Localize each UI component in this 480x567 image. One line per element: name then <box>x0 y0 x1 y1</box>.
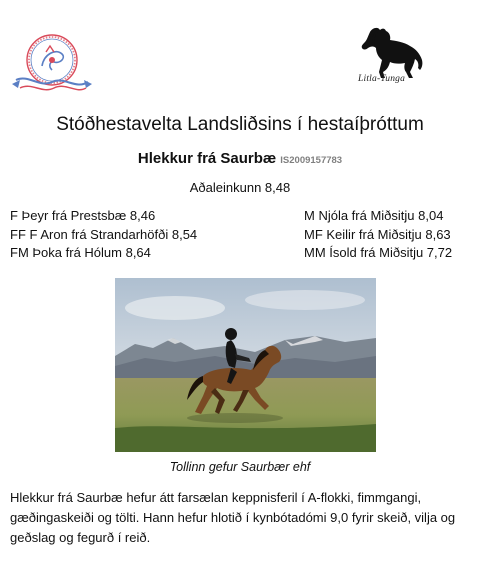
horse-name: Hlekkur frá Saurbæ <box>137 150 277 167</box>
horse-silhouette-logo-icon <box>352 24 428 96</box>
pedigree-dam-dam: MM Ísold frá Miðsitju 7,72 <box>304 245 453 260</box>
horse-heading <box>0 150 480 167</box>
pedigree-sire-side <box>10 207 197 263</box>
horse-registration-number: IS2009157783 <box>280 155 343 166</box>
pedigree-sire-sire: FF F Aron frá Strandarhöfði 8,54 <box>10 226 198 242</box>
pedigree-dam-sire: MF Keilir frá Miðsitju 8,63 <box>304 226 451 242</box>
pedigree-sire-dam: FM Þoka frá Hólum 8,64 <box>10 245 151 260</box>
description-paragraph: Hlekkur frá Saurbæ hefur átt farsælan keppnisferil í A-flokki, fimmgangi, gæðingaskeiði og tölti. Hann hefur hlotið í kynbótadómi 9,0 fyrir skeið, vilja og geðslag og fegurð í reið. <box>10 490 456 545</box>
landslid-seal-logo-icon <box>10 30 94 98</box>
pedigree-dam-side <box>304 207 452 263</box>
photo-caption: Tollinn gefur Saurbær ehf <box>169 460 311 474</box>
main-score: Aðaleinkunn 8,48 <box>189 180 291 195</box>
page-title: Stóðhestavelta Landsliðsins í hestaíþróttum <box>56 114 424 135</box>
pedigree-sire: F Þeyr frá Prestsbæ 8,46 <box>10 208 156 223</box>
litla-tunga-logo-text: Litla-Tunga <box>358 74 406 84</box>
horse-rider-photo <box>115 278 376 452</box>
pedigree-dam: M Njóla frá Miðsitju 8,04 <box>304 208 444 223</box>
